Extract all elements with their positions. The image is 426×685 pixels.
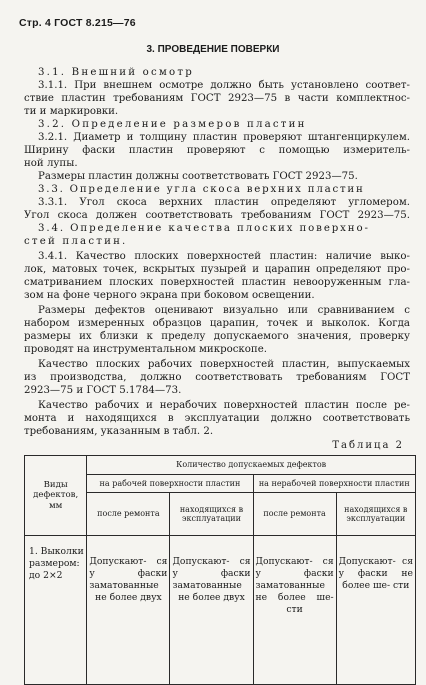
paragraph-line: 3.3.1. Угол скоса верхних пластин определяют угломером. [38, 197, 410, 208]
paragraph-line: Ширину фаски пластин проверяют с помощью измеритель- [24, 145, 410, 156]
paragraph-line: из производства, должно соответствовать требованиям ГОСТ [24, 372, 410, 383]
section-title: 3. ПРОВЕДЕНИЕ ПОВЕРКИ [146, 44, 280, 55]
paragraph-line: ной лупы. [24, 158, 78, 169]
paragraph-line: 3.4.1. Качество плоских поверхностей пластин: наличие выко- [38, 251, 410, 262]
paragraph-line: Размеры пластин должны соответствовать ГОСТ 2923—75. [38, 171, 358, 182]
col-header-defect-type: Виды дефектов, мм [25, 456, 87, 536]
paragraph-line: проводят на инструментальном микроскопе. [24, 344, 267, 355]
paragraph-line: требованиям, указанным в табл. 2. [24, 426, 214, 437]
paragraph-line: ствие пластин требованиям ГОСТ 2923—75 в части комплектнос- [24, 93, 410, 104]
col-header-in-use: находящихся в эксплуатации [170, 493, 253, 536]
subsection-heading: 3.3. Определение угла скоса верхних пластин [38, 184, 365, 195]
page-header: Стр. 4 ГОСТ 8.215—76 [19, 17, 136, 29]
paragraph-line: набором измеренных образцов царапин, точек и выколок. Когда [24, 318, 410, 329]
paragraph-line: зом на фоне черного экрана при боковом освещении. [24, 290, 315, 301]
table-cell-defect: 1. Выколки размером: до 2×2 [25, 536, 87, 685]
defects-table [24, 455, 416, 685]
paragraph-line: Угол скоса должен соответствовать требованиям ГОСТ 2923—75. [24, 210, 410, 221]
paragraph-line: монта и находящихся в эксплуатации должно соответствовать [24, 413, 410, 424]
subsection-heading: 3.4. Определение качества плоских поверхно- [38, 223, 370, 234]
paragraph-line: Качество плоских рабочих поверхностей пластин, выпускаемых [38, 359, 410, 370]
col-header-in-use: находящихся в эксплуатации [336, 493, 415, 536]
paragraph-line: Качество рабочих и нерабочих поверхностей пластин после ре- [38, 400, 410, 411]
subheader-nonworking-surface: на нерабочей поверхности пластин [253, 475, 415, 493]
paragraph-line: ти и маркировки. [24, 106, 119, 117]
paragraph-line: размеры их близки к пределу допускаемого значения, проверку [24, 331, 410, 342]
paragraph-line: Размеры дефектов оценивают визуально или сравниванием с [38, 305, 410, 316]
paragraph-line: сматриванием плоских поверхностей пластин невооруженным гла- [24, 277, 410, 288]
table-cell: Допускают- ся у фаски заматованные не более ше- сти [253, 536, 336, 685]
group-header: Количество допускаемых дефектов [87, 456, 416, 475]
table-cell: Допускают- ся у фаски заматованные не более двух [170, 536, 253, 685]
paragraph-line: 3.2.1. Диаметр и толщину пластин проверяют штангенциркулем. [38, 132, 410, 143]
table-cell: Допускают- ся у фаски заматованные не более двух [87, 536, 170, 685]
subsection-heading: стей пластин. [24, 236, 128, 247]
col-header-after-repair: после ремонта [253, 493, 336, 536]
paragraph-line: лок, матовых точек, вскрытых пузырей и царапин определяют про- [24, 264, 410, 275]
table-caption: Таблица 2 [332, 440, 404, 451]
col-header-after-repair: после ремонта [87, 493, 170, 536]
subsection-heading: 3.1. Внешний осмотр [38, 67, 194, 78]
subheader-working-surface: на рабочей поверхности пластин [87, 475, 253, 493]
paragraph-line: 3.1.1. При внешнем осмотре должно быть установлено соответ- [38, 80, 410, 91]
subsection-heading: 3.2. Определение размеров пластин [38, 119, 307, 130]
table-cell: Допускают- ся у фаски не более ше- сти [336, 536, 415, 685]
paragraph-line: 2923—75 и ГОСТ 5.1784—73. [24, 385, 182, 396]
